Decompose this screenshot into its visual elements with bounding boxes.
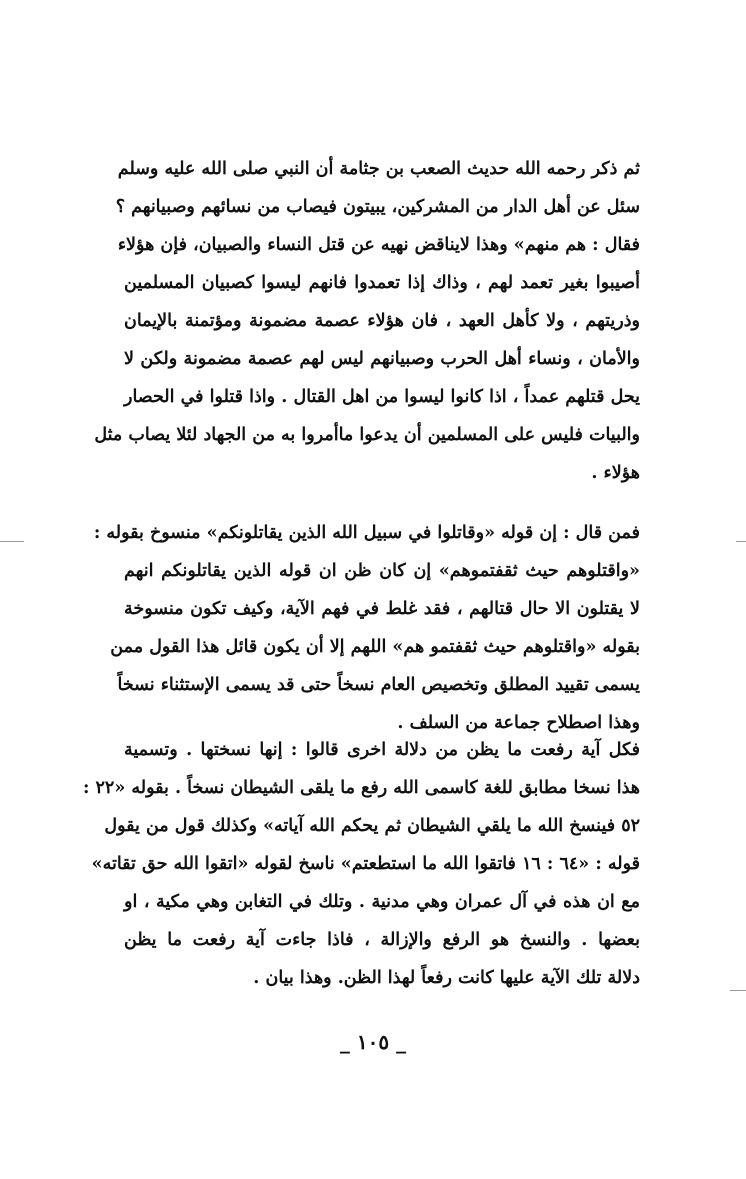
text-line: فقال : هم منهم» وهذا لايناقض نهيه عن قتل النساء والصبيان، فإن هؤلاء bbox=[117, 235, 640, 255]
paragraph-3 bbox=[82, 731, 640, 997]
text-line: قوله : «٦٤ : ١٦ فاتقوا الله ما استطعتم» ناسخ لقوله «اتقوا الله حق تقاته» bbox=[91, 854, 640, 874]
text-line: سئل عن أهل الدار من المشركين، يبيتون فيصاب من نسائهم وصبيانهم ؟ bbox=[115, 197, 640, 217]
text-line: ٥٢ فينسخ الله ما يلقي الشيطان ثم يحكم الله آياته» وكذلك قول من يقول bbox=[104, 816, 640, 836]
margin-mark-right-lower bbox=[730, 990, 746, 991]
text-line: يسمى تقييد المطلق وتخصيص العام نسخاً حتى قد يسمى الإستثناء نسخاً bbox=[117, 675, 640, 695]
text-line: هذا نسخا مطابق للغة كاسمى الله رفع ما يلقى الشيطان نسخاً . بقوله «٢٢ : bbox=[82, 778, 640, 798]
paragraph-2 bbox=[93, 514, 640, 742]
text-line: يحل قتلهم عمداً ، اذا كانوا ليسوا من اهل القتال . واذا قتلوا في الحصار bbox=[124, 387, 640, 407]
page-number: _ ١٠٥ _ bbox=[339, 1030, 407, 1054]
text-line: فمن قال : إن قوله «وقاتلوا في سبيل الله الذين يقاتلونكم» منسوخ بقوله : bbox=[93, 523, 640, 543]
text-line: مع ان هذه في آل عمران وهي مدنية . وتلك في التغابن وهي مكية ، او bbox=[124, 892, 640, 912]
text-line: «واقتلوهم حيث ثقفتموهم» إن كان ظن ان قوله الذين يقاتلونكم انهم bbox=[124, 561, 640, 581]
paragraph-1 bbox=[94, 150, 640, 492]
text-line: والأمان ، ونساء أهل الحرب وصبيانهم ليس لهم عصمة مضمونة ولكن لا bbox=[124, 349, 640, 369]
text-line: أصيبوا بغير تعمد لهم ، وذاك إذا تعمدوا فانهم ليسوا كصبيان المسلمين bbox=[124, 273, 640, 293]
text-line: لا يقتلون الا حال قتالهم ، فقد غلط في فهم الآية، وكيف تكون منسوخة bbox=[124, 599, 640, 619]
text-line: فكل آية رفعت ما يظن من دلالة اخرى قالوا : إنها نسختها . وتسمية bbox=[124, 740, 640, 760]
text-line: بعضها . والنسخ هو الرفع والإزالة ، فاذا جاءت آية رفعت ما يظن bbox=[124, 930, 640, 950]
text-line: هؤلاء . bbox=[591, 463, 640, 483]
margin-mark-left bbox=[0, 541, 24, 542]
margin-mark-right bbox=[736, 541, 746, 542]
text-line: والبيات فليس على المسلمين أن يدعوا ماأمروا به من الجهاد لئلا يصاب مثل bbox=[94, 425, 640, 445]
text-line: بقوله «واقتلوهم حيث ثقفتمو هم» اللهم إلا أن يكون قائل هذا القول ممن bbox=[110, 637, 640, 657]
text-line: وذريتهم ، ولا كأهل العهد ، فان هؤلاء عصمة مضمونة ومؤتمنة بالإيمان bbox=[124, 311, 640, 331]
text-line: وهذا اصطلاح جماعة من السلف . bbox=[397, 713, 640, 733]
text-line: دلالة تلك الآية عليها كانت رفعاً لهذا الظن. وهذا بيان . bbox=[253, 968, 640, 988]
text-line: ثم ذكر رحمه الله حديث الصعب بن جثامة أن النبي صلى الله عليه وسلم bbox=[117, 159, 640, 179]
